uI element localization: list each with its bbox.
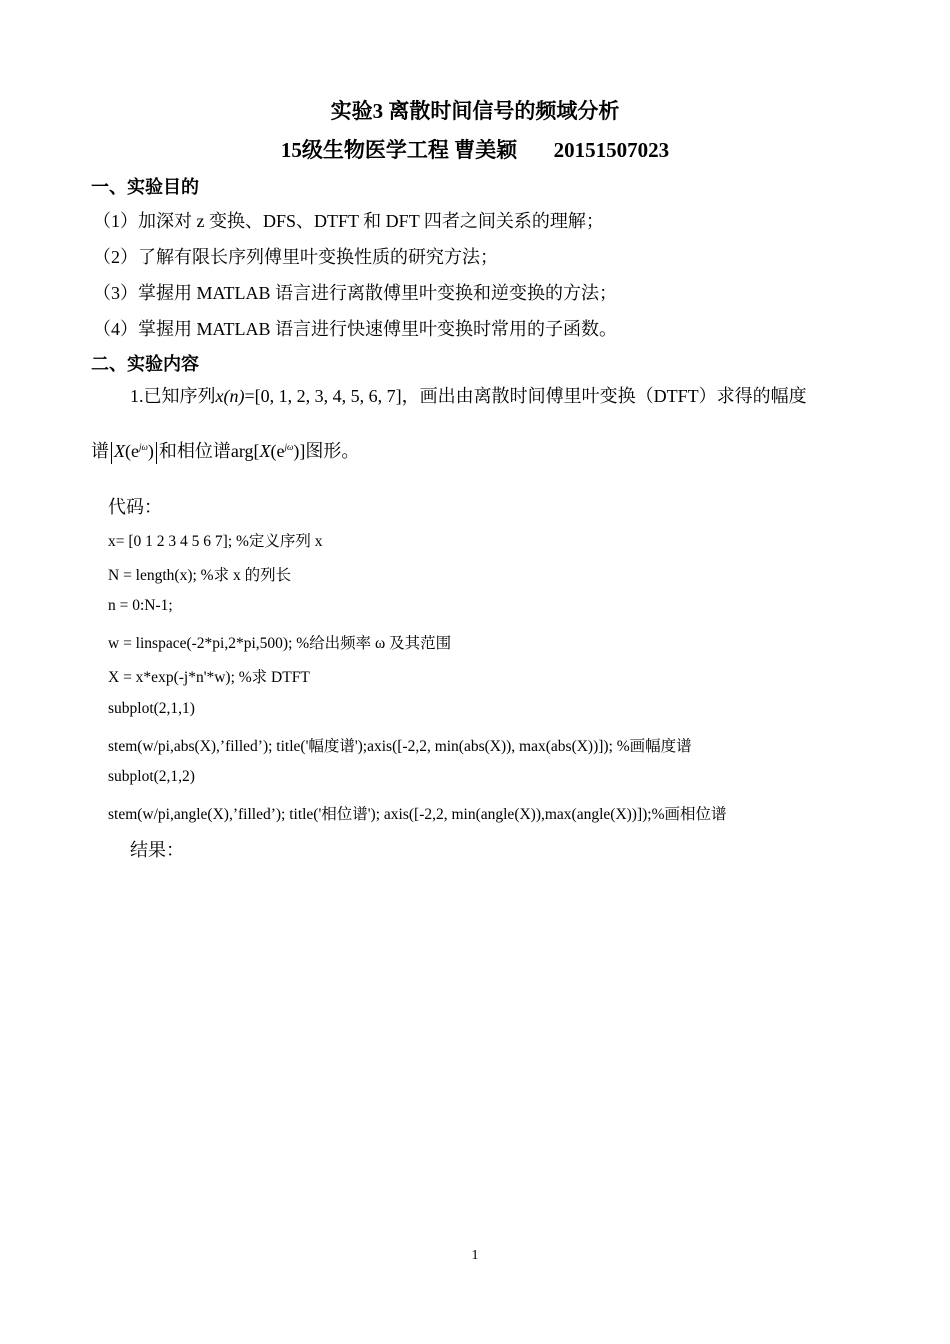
code-line: w = linspace(-2*pi,2*pi,500); %给出频率 ω 及其范围 (108, 635, 452, 652)
code-line: stem(w/pi,abs(X),’filled’); title('幅度谱');axis([-2,2, min(abs(X)), max(abs(X))]); %画幅度谱 (108, 738, 692, 755)
student-id: 20151507023 (553, 138, 670, 162)
code-line: X = x*exp(-j*n'*w); %求 DTFT (108, 669, 310, 686)
sequence-formula: x(n)=[0, 1, 2, 3, 4, 5, 6, 7] (215, 386, 402, 406)
objective-item: （2）了解有限长序列傅里叶变换性质的研究方法； (93, 247, 498, 267)
task-prefix: 1.已知序列 (130, 386, 216, 406)
task-suffix: ，画出由离散时间傅里叶变换（DTFT）求得的幅度 (401, 386, 807, 406)
section-heading-objectives: 一、实验目的 (91, 177, 199, 197)
objective-item: （4）掌握用 MATLAB 语言进行快速傅里叶变换时常用的子函数。 (93, 319, 618, 339)
code-line: x= [0 1 2 3 4 5 6 7]; %定义序列 x (108, 533, 323, 550)
task-line2-mid: 和相位谱 (158, 441, 231, 461)
objective-item: （1）加深对 z 变换、DFS、DTFT 和 DFT 四者之间关系的理解； (93, 211, 604, 231)
code-label: 代码： (108, 497, 162, 517)
section-heading-content: 二、实验内容 (91, 354, 199, 374)
phase-formula: $arg[X(e^{j\omega})]$ (230, 441, 306, 461)
task-statement-line1 (130, 382, 807, 408)
task-statement-line2 (91, 437, 359, 464)
author-name: 曹美颖 (454, 138, 518, 162)
page-title: 实验3 离散时间信号的频域分析 (330, 99, 620, 123)
code-line: N = length(x); %求 x 的列长 (108, 567, 292, 584)
code-line: subplot(2,1,1) (108, 700, 195, 717)
code-line: n = 0:N-1; (108, 597, 173, 614)
task-line2-suffix: 图形。 (305, 441, 360, 461)
page-subtitle (0, 134, 950, 164)
objective-item: （3）掌握用 MATLAB 语言进行离散傅里叶变换和逆变换的方法； (93, 283, 618, 303)
result-label: 结果： (130, 840, 184, 860)
page-number: 1 (471, 1248, 479, 1263)
magnitude-formula: $X(e^{j\omega})$ (109, 441, 159, 461)
task-line2-prefix: 谱 (91, 441, 109, 461)
code-line: stem(w/pi,angle(X),’filled’); title('相位谱'); axis([-2,2, min(angle(X)),max(angle(X))]);%画相位谱 (108, 806, 727, 823)
author-class: 15级生物医学工程 (280, 138, 449, 162)
code-line: subplot(2,1,2) (108, 768, 195, 785)
